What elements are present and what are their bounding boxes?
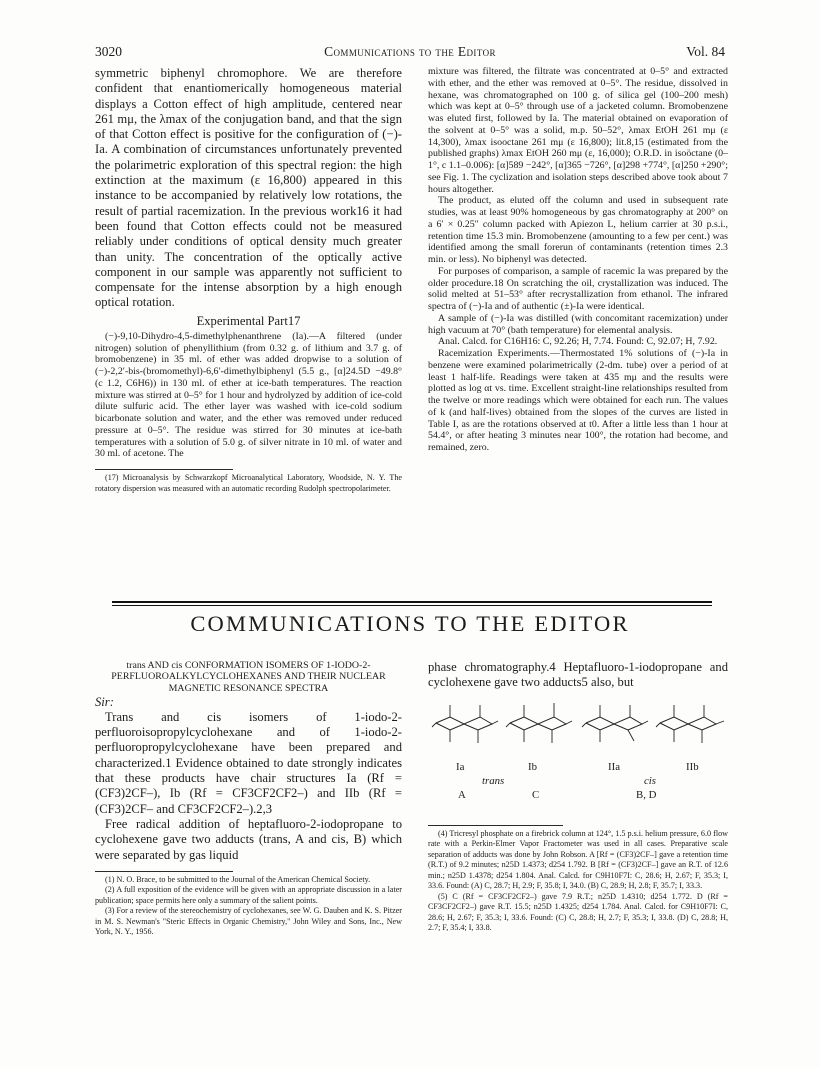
label-ia: Ia [456,760,465,773]
section-rule-top [112,601,712,603]
chair-structure-ia [430,697,500,753]
lower-right-column [428,660,728,934]
footnote-rule [95,469,233,470]
footnote-1: (1) N. O. Brace, to be submitted to the Journal of the American Chemical Society. [105,874,371,884]
paragraph-addition: Free radical addition of heptafluoro-2-iodopropane to cyclohexene gave two adducts (trans, A and cis, B) which were separated by gas liquid [95,816,402,862]
salutation: Sir: [95,694,114,709]
label-bd: B, D [636,788,657,801]
article-title: trans AND cis CONFORMATION ISOMERS OF 1-IODO-2-PERFLUOROALKYLCYCLOHEXANES AND THEIR NUCLEAR MAGNETIC RESONANCE SPECTRA [111,660,386,694]
footnote-17: (17) Microanalysis by Schwarzkopf Microanalytical Laboratory, Woodside, N. Y. The rotatory dispersion was measured with an automatic recording Rudolph spectropolarimeter. [95,473,402,493]
label-iib: IIb [686,760,699,773]
experimental-heading: Experimental Part17 [196,313,301,328]
running-header [95,44,725,60]
upper-left-column [95,66,402,494]
footnote-3: (3) For a review of the stereochemistry of cyclohexanes, see W. G. Dauben and K. S. Pitzer in M. S. Newman's "Steric Effects in Organic Chemistry," John Wiley and Sons, Inc., New York, N. Y., 1956. [95,906,402,937]
label-cis: cis [644,774,656,787]
label-c: C [532,788,540,801]
upper-right-column [428,66,728,454]
footnote-rule [95,871,233,872]
chair-structure-iia [580,697,650,753]
footnote-4: (4) Tricresyl phosphate on a firebrick column at 124°, 1.5 p.s.i. helium pressure, 6.0 flow rate with a Perkin-Elmer Vapor Fractometer was used in all cases. Preparative scale separation of adducts was done by John Robson. A [Rf = (CF3)2CF–] gave a retention time (R.T.) of 9.2 minutes; n25D 1.4373; d254 1.792. B [Rf = (CF3)2CF–] gave an R.T. of 12.6 min.; n25D 1.4378; d254 1.804. Anal. Calcd. for C9H10F7I: C, 28.6; H, 2.67; F, 35.3; I, 33.6. Found: (A) C, 28.7; H, 2.9; F, 35.8; I, 34.0. (B) C, 28.9; H, 2.8; F, 35.7; I, 33.3. [428,828,728,891]
paragraph-comparison: For purposes of comparison, a sample of racemic Ia was prepared by the older procedure.18 On scratching the oil, crystallization was induced. The solid melted at 51–53° after recrystallization from ethanol. The infrared spectra of (−)-Ia and of authentic (±)-Ia were identical. [428,265,728,312]
paragraph-product: The product, as eluted off the column and used in subsequent rate studies, was at least 90% homogeneous by gas chromatography at 200° on a 6′ × 0.25″ column packed with Apiezon L, helium carrier at 30 p.s.i., retention time 15.3 min. Bromobenzene (amounting to a few per cent.) was identified among the small forerun of contaminants (retention times 2.3 min. or less). No biphenyl was detected. [428,195,728,265]
footnote-2: (2) A full exposition of the evidence will be given with an appropriate discussion in a later publication; space permits here only a summary of the salient points. [95,885,402,905]
paragraph-isolation: mixture was filtered, the filtrate was concentrated at 0–5° and extracted with ether, and the ether was removed at 0–5°. The residue, dissolved in hexane, was chromatographed on 100 g. of silica gel (100–200 mesh) which was kept at 0–5° through use of a jacketed column. Bromobenzene was eluted first, followed by Ia. The material obtained on evaporation of the solvent at 0–5° was a solid, m.p. 50–52°, λmax EtOH 261 mμ (ε 14,300), λmax isooctane 261 mμ (ε 16,800); lit.8,15 (estimated from the published graphs) λmax EtOH 260 mμ (ε, 16,000); O.R.D. in isoöctane (0–1°, c 1.1–0.006): [α]589 −242°, [α]365 −726°, [α]298 +774°, [α]250 +290°; see Fig. 1. The cyclization and isolation steps described above took about 7 hours altogether. [428,66,728,195]
paragraph-analysis: Anal. Calcd. for C16H16: C, 92.26; H, 7.74. Found: C, 92.07; H, 7.92. [438,336,718,348]
paragraph-chromophore: symmetric biphenyl chromophore. We are therefore confident that enantiomerically homogeneous material displays a Cotton effect of high amplitude, centered near 261 mμ, the λmax of the conjugation band, and that the sign of that Cotton effect is positive for the configuration of (−)-Ia. A combination of circumstances unfortunately prevented the polarimetric exploration of this spectral region: the high extinction at the maximum (ε 16,800) appeared in this instance to be accompanied by relatively low rotations, the result of partial racemization. In the previous work16 it had been found that Cotton effects could not be measured reliably under conditions of optical density much greater than unity. The concentration of the optically active component in our sample was apparently not sufficient to compensate for the intense absorption by a high enough optical rotation. [95,66,402,310]
paragraph-racemization: Racemization Experiments.—Thermostated 1% solutions of (−)-Ia in benzene were examined polarimetrically (2-dm. tube) over a period of at least 1 half-life. Readings were taken at 435 mμ and the results were plotted as log αt vs. time. Excellent straight-line relationships resulted from the twelve or more readings which were obtained for each run. The values of k (and half-lives) obtained from the slopes of the curves are listed in Table I, as are the rotations observed at t0. After a little less than 1 hour at 54.4°, or after heating 3 minutes near 100°, the rotation had become, and remained, zero. [428,348,728,453]
label-ib: Ib [528,760,537,773]
chair-structure-ib [504,697,574,753]
footnote-5: (5) C (Rf = CF3CF2CF2–) gave 7.9 R.T.; n25D 1.4310; d254 1.772. D (Rf = CF3CF2CF2–) gave R.T. 15.5; n25D 1.4325; d254 1.784. Anal. Calcd. for C9H10F7I: C, 28.6; H, 2.67; F, 35.3; I, 33.6. Found: (C) C, 28.8; H, 2.7; F, 35.3; I, 33.8. (D) C, 28.8; H, 2.7; F, 35.4; I, 33.8. [428,891,728,933]
footnote-rule [428,825,563,826]
paragraph-experimental: (−)-9,10-Dihydro-4,5-dimethylphenanthrene (Ia).—A filtered (under nitrogen) solution of phenyllithium (from 0.32 g. of lithium and 3.7 g. of bromobenzene) in 35 ml. of ether was added dropwise to a solution of (−)-2,2′-bis-(bromomethyl)-6,6′-dimethylbiphenyl (5.5 g., [α]24.5D −49.8° (c 1.2, C6H6)) in 130 ml. of ether at ice-bath temperatures. The reaction mixture was stirred at 0–5° for 1 hour and hydrolyzed by addition of ice-cold dilute sulfuric acid. The ether layer was washed with ice-cold sodium bicarbonate solution and water, and the ether was removed under reduced pressure at 0–5°. The residue was stirred for 30 minutes at ice-bath temperatures with a solution of 5.0 g. of silver nitrate in 10 ml. of water and 30 ml. of acetone. The [95,330,402,460]
label-a: A [458,788,466,801]
lower-left-column [95,660,402,938]
chair-conformation-figure [428,697,728,817]
volume-label: Vol. 84 [686,44,725,59]
label-iia: IIa [608,760,620,773]
paragraph-chromatography: phase chromatography.4 Heptafluoro-1-iodopropane and cyclohexene gave two adducts5 also, but [428,660,728,690]
page-number: 3020 [95,44,122,59]
journal-section: Communications to the Editor [324,44,496,59]
paragraph-isomers: Trans and cis isomers of 1-iodo-2-perfluoroisopropylcyclohexane and of 1-iodo-2-perfluoropropylcyclohexane have been prepared and characterized.1 Evidence obtained to date strongly indicates that these products have chair structures Ia (Rf = (CF3)2CF–), Ib (Rf = CF3CF2CF2–) and IIb (Rf = (CF3)2CF– and CF3CF2CF2–).2,3 [95,709,402,816]
section-title: COMMUNICATIONS TO THE EDITOR [190,611,630,636]
chair-structure-iib [654,697,726,753]
paragraph-distillation: A sample of (−)-Ia was distilled (with concomitant racemization) under high vacuum at 70° (bath temperature) for elemental analysis. [428,312,728,336]
label-trans: trans [482,774,505,787]
